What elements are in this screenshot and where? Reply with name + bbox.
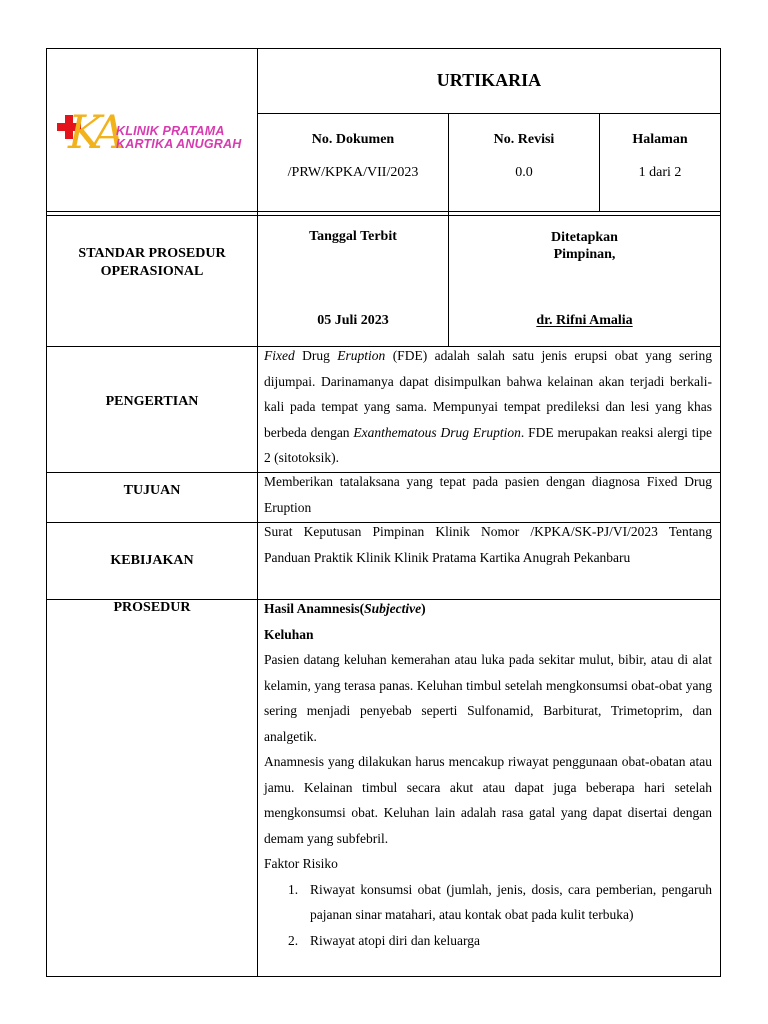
- prosedur-heading-b: ): [421, 601, 426, 616]
- risk-heading: Faktor Risiko: [264, 856, 338, 871]
- list-item-number: 1.: [288, 881, 299, 897]
- issue-date-label: Tanggal Terbit: [309, 229, 397, 244]
- kebijakan-text: Surat Keputusan Pimpinan Klinik Nomor /KPKA/SK-PJ/VI/2023 Tentang Panduan Praktik Klinik Klinik Pratama Kartika Anugrah Pekanbaru: [264, 524, 712, 565]
- prosedur-para-2: Anamnesis yang dilakukan harus mencakup riwayat penggunaan obat-obatan atau jamu. Kelainan timbul secara akut atau dapat juga beberapa hari setelah mengkonsumsi obat. Keluhan lain adalah rasa gatal yang dapat disertai dengan demam yang subfebril.: [264, 754, 712, 846]
- table-border-left: [46, 48, 47, 977]
- sop-label-line-2: OPERASIONAL: [100, 264, 204, 279]
- doc-number-value: /PRW/KPKA/VII/2023: [287, 165, 419, 180]
- pengertian-term-fixed: Fixed: [264, 348, 295, 363]
- pengertian-body-end: . FDE merupakan reaksi alergi tipe 2 (sitotoksik).: [264, 424, 712, 465]
- sop-label: [47, 245, 257, 281]
- revision-label: No. Revisi: [493, 132, 555, 147]
- list-item: [264, 928, 712, 954]
- table-border-bottom: [46, 976, 721, 977]
- pengertian-text: [264, 343, 712, 471]
- risk-list: [264, 877, 712, 954]
- signatory-name: [449, 313, 720, 329]
- divider-doc-col-2: [599, 113, 600, 212]
- divider-double-a: [46, 211, 721, 212]
- set-by-block: [449, 229, 720, 263]
- prosedur-label: PROSEDUR: [113, 600, 191, 615]
- list-item-number: 2.: [288, 932, 299, 948]
- issue-date-value: 05 Juli 2023: [317, 313, 389, 328]
- prosedur-content: [264, 596, 712, 953]
- prosedur-heading-italic: Subjective: [364, 601, 422, 616]
- divider-title-row: [257, 113, 721, 114]
- kebijakan-label: KEBIJAKAN: [110, 553, 194, 568]
- pengertian-body: (FDE) adalah salah satu jenis erupsi obat yang sering dijumpai. Darinamanya dapat disimpulkan bahwa kelainan akan terjadi berkali-kali pada tempat yang sama. Mempunyai tempat predileksi dan lesi yang khas berbeda dengan: [264, 348, 713, 440]
- logo-line-2: KARTIKA ANUGRAH: [116, 137, 242, 151]
- divider-col-1: [257, 48, 258, 977]
- list-item-text: Riwayat konsumsi obat (jumlah, jenis, dosis, cara pemberian, pengaruh pajanan sinar matahari, atau kontak obat pada kulit terbuka): [310, 881, 712, 922]
- doc-number-label: No. Dokumen: [311, 132, 395, 147]
- divider-double-b: [46, 215, 721, 216]
- prosedur-heading: [264, 596, 712, 622]
- logo-line-1: KLINIK PRATAMA: [116, 124, 225, 138]
- document-title: URTIKARIA: [436, 70, 542, 90]
- pengertian-term-drug: Drug: [294, 348, 338, 363]
- signatory-name-text: dr. Rifni Amalia: [536, 313, 633, 328]
- prosedur-subheading: Keluhan: [264, 626, 314, 642]
- pengertian-term-eruption: Eruption: [337, 348, 386, 363]
- logo-monogram: KA: [68, 105, 118, 159]
- sop-label-line-1: STANDAR PROSEDUR: [78, 246, 226, 261]
- tujuan-label: TUJUAN: [123, 483, 181, 498]
- table-border-top: [46, 48, 721, 49]
- clinic-logo: [54, 105, 254, 168]
- pengertian-label: PENGERTIAN: [105, 394, 199, 409]
- prosedur-heading-a: Hasil Anamnesis(: [264, 601, 365, 616]
- list-item: [264, 877, 712, 928]
- pengertian-term-exanthematous: Exanthematous Drug Eruption: [353, 424, 521, 440]
- prosedur-para-1: Pasien datang keluhan kemerahan atau luka pada sekitar mulut, bibir, atau di alat kelamin, yang terasa panas. Keluhan timbul setelah mengkonsumsi obat-obat yang sering menjadi penyebab seperti Sulfonamid, Barbiturat, Trimetoprim, dan analgetik.: [264, 652, 712, 744]
- revision-value: 0.0: [515, 165, 533, 180]
- set-by-line-1: Ditetapkan: [551, 230, 618, 245]
- tujuan-text: Memberikan tatalaksana yang tepat pada pasien dengan diagnosa Fixed Drug Eruption: [264, 474, 712, 515]
- set-by-line-2: Pimpinan,: [553, 247, 616, 262]
- list-item-text: Riwayat atopi diri dan keluarga: [310, 932, 480, 948]
- page-value: 1 dari 2: [638, 165, 682, 180]
- table-border-right: [720, 48, 721, 977]
- page-label: Halaman: [632, 132, 688, 147]
